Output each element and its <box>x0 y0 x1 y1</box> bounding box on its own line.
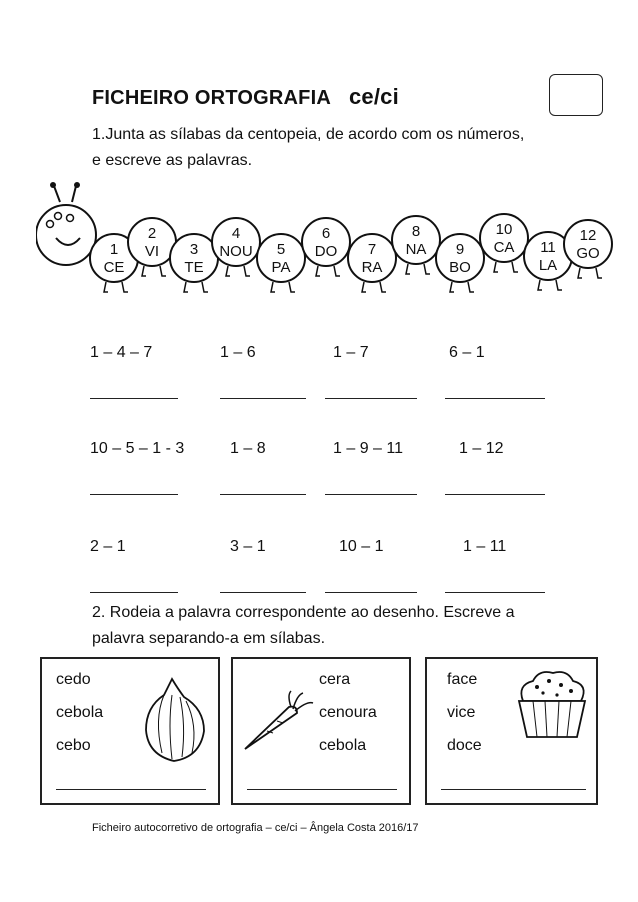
answer-blank[interactable] <box>90 592 178 593</box>
answer-blank[interactable] <box>220 494 306 495</box>
syllable-sequence: 10 – 5 – 1 - 3 <box>90 440 185 457</box>
centipede-illustration <box>36 180 616 305</box>
exercise1-instruction <box>92 122 524 174</box>
syllable-sequence: 1 – 8 <box>230 440 266 457</box>
syllable-sequence: 10 – 1 <box>339 538 384 555</box>
segment-syllable: CA <box>493 239 515 256</box>
segment-number: 7 <box>367 241 377 258</box>
segment-number: 5 <box>276 241 286 258</box>
word-option[interactable]: cebola <box>319 737 367 754</box>
answer-blank[interactable] <box>325 592 417 593</box>
segment-syllable: VI <box>144 243 160 260</box>
syllable-sequence: 3 – 1 <box>230 538 266 555</box>
word-option[interactable]: face <box>447 671 478 688</box>
syllable-sequence: 1 – 7 <box>333 344 369 361</box>
answer-blank[interactable] <box>445 398 545 399</box>
segment-number: 6 <box>321 225 331 242</box>
answer-blank[interactable] <box>325 398 417 399</box>
answer-blank[interactable] <box>441 789 586 790</box>
page-title <box>92 84 399 110</box>
segment-syllable: LA <box>538 257 558 274</box>
exercise1-instruction-line1: 1.Junta as sílabas da centopeia, de acordo com os números, <box>92 126 525 143</box>
segment-number: 9 <box>455 241 465 258</box>
answer-blank[interactable] <box>445 494 545 495</box>
word-option[interactable]: cebola <box>56 704 104 721</box>
title-text: FICHEIRO ORTOGRAFIA <box>92 87 331 109</box>
word-option[interactable]: doce <box>447 737 482 754</box>
segment-syllable: GO <box>576 245 600 262</box>
syllable-sequence: 1 – 9 – 11 <box>333 440 403 457</box>
answer-blank[interactable] <box>325 494 417 495</box>
segment-number: 8 <box>411 223 421 240</box>
cupcake-icon <box>513 667 591 741</box>
syllable-sequence: 1 – 6 <box>220 344 256 361</box>
answer-blank[interactable] <box>445 592 545 593</box>
segment-syllable: PA <box>271 259 291 276</box>
segment-syllable: CE <box>103 259 125 276</box>
centipede-segment-12 <box>564 220 612 278</box>
segment-number: 10 <box>495 221 513 238</box>
syllable-sequence: 1 – 12 <box>459 440 504 457</box>
centipede-segment-3 <box>170 234 218 292</box>
word-box-3 <box>425 657 598 805</box>
segment-syllable: NOU <box>219 243 253 260</box>
answer-blank[interactable] <box>220 398 306 399</box>
syllable-sequence: 1 – 11 <box>463 538 507 555</box>
word-box-1 <box>40 657 220 805</box>
exercise1-instruction-line2: e escreve as palavras. <box>92 152 253 169</box>
syllable-sequence: 2 – 1 <box>90 538 126 555</box>
onion-icon <box>138 675 212 765</box>
centipede-segment-5 <box>257 234 305 292</box>
word-option[interactable]: cera <box>319 671 351 688</box>
answer-blank[interactable] <box>56 789 206 790</box>
exercise2-instruction-line2: palavra separando-a em sílabas. <box>92 630 326 647</box>
centipede-head <box>36 182 96 265</box>
syllable-sequence: 1 – 4 – 7 <box>90 344 153 361</box>
segment-syllable: RA <box>361 259 383 276</box>
answer-blank[interactable] <box>90 398 178 399</box>
exercise2-instruction-line1: 2. Rodeia a palavra correspondente ao desenho. Escreve a <box>92 604 515 621</box>
carrot-icon <box>237 687 315 757</box>
answer-blank[interactable] <box>90 494 178 495</box>
centipede-segment-9 <box>436 234 484 292</box>
word-option[interactable]: cebo <box>56 737 91 754</box>
segment-syllable: TE <box>184 259 204 276</box>
segment-number: 12 <box>579 227 597 244</box>
centipede-segment-8 <box>392 216 440 274</box>
segment-number: 2 <box>147 225 157 242</box>
segment-syllable: BO <box>449 259 471 276</box>
segment-number: 4 <box>231 225 241 242</box>
segment-number: 11 <box>540 239 556 256</box>
title-topic: ce/ci <box>349 84 399 109</box>
score-box <box>549 74 603 116</box>
word-option[interactable]: cedo <box>56 671 91 688</box>
centipede-segment-6 <box>302 218 350 276</box>
centipede-segment-4 <box>212 218 260 276</box>
centipede-segment-7 <box>348 234 396 292</box>
centipede-segment-10 <box>480 214 528 272</box>
segment-number: 1 <box>109 241 119 258</box>
answer-blank[interactable] <box>220 592 306 593</box>
syllable-sequence: 6 – 1 <box>449 344 485 361</box>
footer-credit: Ficheiro autocorretivo de ortografia – ce/ci – Ângela Costa 2016/17 <box>92 822 419 834</box>
segment-syllable: NA <box>405 241 427 258</box>
segment-syllable: DO <box>314 243 338 260</box>
word-box-2 <box>231 657 411 805</box>
word-option[interactable]: vice <box>447 704 476 721</box>
exercise2-instruction <box>92 600 515 652</box>
segment-number: 3 <box>189 241 199 258</box>
answer-blank[interactable] <box>247 789 397 790</box>
word-option[interactable]: cenoura <box>319 704 377 721</box>
